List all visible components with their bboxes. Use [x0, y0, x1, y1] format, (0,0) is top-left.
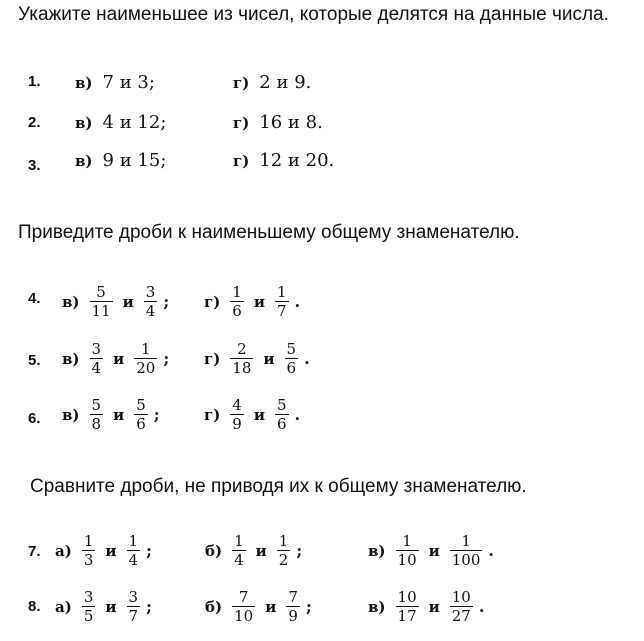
problem-8-part-a: [55, 588, 152, 625]
fraction: $\frac{3}{4}$: [91, 340, 102, 377]
part-label: г): [233, 151, 250, 170]
problem-2-part-v: [75, 112, 166, 133]
part-label: г): [204, 349, 221, 368]
fraction: $\frac{4}{9}$: [232, 396, 242, 433]
part-label: г): [204, 405, 221, 424]
fraction: $\frac{3}{5}$: [83, 588, 94, 625]
problem-4-part-v: [62, 283, 169, 320]
and-word: и: [253, 292, 265, 311]
problem-7-part-b: [205, 532, 302, 569]
part-label: в): [368, 597, 386, 616]
fraction: $\frac{1}{4}$: [128, 532, 139, 569]
fraction: $\frac{5}{6}$: [286, 340, 297, 377]
problem-4-part-g: [204, 283, 300, 320]
problem-3-part-g: [233, 150, 334, 171]
part-label: в): [62, 405, 80, 424]
fraction: $\frac{1}{7}$: [276, 283, 287, 320]
problem-number: 7.: [28, 543, 41, 560]
section1-heading: Укажите наименьшее из чисел, которые делятся на данные числа.: [18, 4, 609, 25]
problem-6-part-v: [62, 396, 160, 433]
problem-5-part-g: [204, 340, 310, 377]
section2-heading: Приведите дроби к наименьшему общему знаменателю.: [18, 222, 520, 243]
punctuation: ;: [163, 292, 170, 311]
part-label: б): [205, 597, 223, 616]
part-label: а): [55, 541, 72, 560]
part-label: г): [204, 292, 221, 311]
section3-heading: Сравните дроби, не приводя их к общему знаменателю.: [30, 476, 527, 497]
fraction: $\frac{1}{10}$: [397, 532, 417, 569]
fraction: $\frac{7}{9}$: [288, 588, 298, 625]
fraction: $\frac{5}{6}$: [276, 396, 287, 433]
and-word: и: [105, 541, 117, 560]
fraction: $\frac{1}{20}$: [136, 340, 156, 377]
and-word: и: [263, 349, 275, 368]
fraction: $\frac{1}{100}$: [451, 532, 481, 569]
problem-number: 5.: [28, 352, 41, 369]
and-word: и: [105, 597, 117, 616]
punctuation: ;: [305, 597, 312, 616]
fraction: $\frac{1}{6}$: [232, 283, 242, 320]
fraction: $\frac{10}{27}$: [451, 588, 471, 625]
problem-number: 3.: [28, 157, 41, 174]
fraction: $\frac{7}{10}$: [234, 588, 254, 625]
part-label: а): [55, 597, 72, 616]
problem-5-part-v: [62, 340, 169, 377]
part-text: 4 и 12;: [102, 112, 167, 133]
fraction: $\frac{5}{11}$: [91, 283, 111, 320]
part-label: г): [233, 73, 250, 92]
fraction: $\frac{2}{18}$: [232, 340, 252, 377]
part-label: в): [75, 151, 93, 170]
punctuation: .: [294, 405, 301, 424]
problem-1-part-g: [233, 72, 311, 93]
and-word: и: [113, 349, 125, 368]
punctuation: .: [478, 597, 485, 616]
part-text: 12 и 20.: [259, 150, 335, 171]
problem-number: 2.: [28, 114, 41, 131]
and-word: и: [113, 405, 125, 424]
problem-8-part-v: [368, 588, 484, 625]
part-label: б): [205, 541, 223, 560]
part-label: в): [75, 113, 93, 132]
punctuation: ;: [153, 405, 160, 424]
and-word: и: [428, 597, 440, 616]
and-word: и: [428, 541, 440, 560]
problem-3-part-v: [75, 150, 166, 171]
part-label: в): [75, 73, 93, 92]
fraction: $\frac{10}{17}$: [397, 588, 417, 625]
punctuation: .: [488, 541, 494, 560]
problem-number: 1.: [28, 73, 41, 90]
problem-number: 8.: [28, 598, 41, 615]
fraction: $\frac{1}{4}$: [234, 532, 244, 569]
fraction: $\frac{3}{7}$: [128, 588, 139, 625]
and-word: и: [253, 405, 265, 424]
problem-6-part-g: [204, 396, 300, 433]
fraction: $\frac{1}{2}$: [278, 532, 289, 569]
punctuation: ;: [296, 541, 303, 560]
punctuation: ;: [163, 349, 170, 368]
and-word: и: [255, 541, 267, 560]
fraction: $\frac{5}{8}$: [91, 396, 102, 433]
fraction: $\frac{5}{6}$: [136, 396, 146, 433]
punctuation: ;: [146, 597, 152, 616]
fraction: $\frac{1}{3}$: [83, 532, 94, 569]
punctuation: .: [294, 292, 301, 311]
part-label: в): [62, 349, 80, 368]
problem-number: 4.: [28, 290, 41, 307]
part-label: в): [62, 292, 80, 311]
part-text: 16 и 8.: [259, 112, 323, 133]
problem-2-part-g: [233, 112, 323, 133]
part-text: 9 и 15;: [102, 150, 167, 171]
problem-7-part-a: [55, 532, 152, 569]
fraction: $\frac{3}{4}$: [145, 283, 156, 320]
problem-7-part-v: [368, 532, 494, 569]
problem-8-part-b: [205, 588, 312, 625]
and-word: и: [122, 292, 134, 311]
part-label: в): [368, 541, 386, 560]
and-word: и: [265, 597, 277, 616]
problem-number: 6.: [28, 410, 41, 427]
problem-1-part-v: [75, 72, 155, 93]
punctuation: .: [304, 349, 310, 368]
punctuation: ;: [146, 541, 152, 560]
part-text: 7 и 3;: [102, 72, 155, 93]
part-text: 2 и 9.: [259, 72, 312, 93]
part-label: г): [233, 113, 250, 132]
